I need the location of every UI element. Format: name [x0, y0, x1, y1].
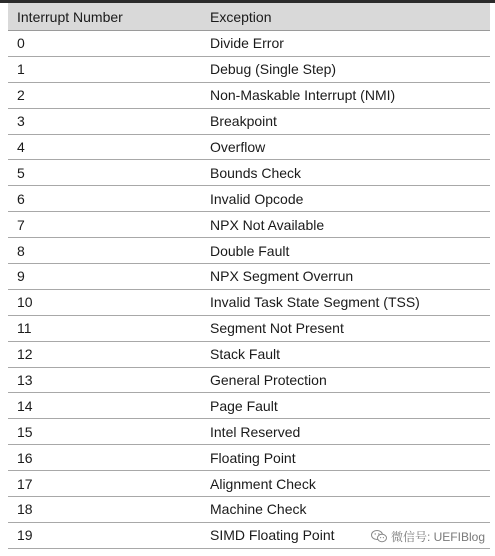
interrupt-number-cell: 5 [8, 160, 201, 186]
table-row [8, 367, 490, 393]
exception-cell: Invalid Task State Segment (TSS) [201, 289, 490, 315]
exception-cell: Floating Point [201, 445, 490, 471]
interrupt-number-cell: 12 [8, 341, 201, 367]
interrupt-number-cell: 15 [8, 419, 201, 445]
interrupt-number-cell: 11 [8, 315, 201, 341]
exception-cell: Divide Error [201, 31, 490, 57]
interrupt-number-cell: 3 [8, 108, 201, 134]
interrupt-number-cell: 13 [8, 367, 201, 393]
table-row [8, 315, 490, 341]
table-row [8, 134, 490, 160]
exception-cell: Stack Fault [201, 341, 490, 367]
table-row [8, 393, 490, 419]
exception-cell: Machine Check [201, 497, 490, 523]
column-header-exception: Exception [201, 3, 490, 31]
interrupt-number-cell: 8 [8, 238, 201, 264]
exception-cell: NPX Not Available [201, 212, 490, 238]
table-row [8, 108, 490, 134]
interrupt-number-cell: 10 [8, 289, 201, 315]
column-header-interrupt-number: Interrupt Number [8, 3, 201, 31]
interrupt-table [8, 3, 490, 549]
exception-cell: Page Fault [201, 393, 490, 419]
exception-cell: NPX Segment Overrun [201, 264, 490, 290]
table-row [8, 445, 490, 471]
exception-cell: Overflow [201, 134, 490, 160]
table-row [8, 471, 490, 497]
exception-cell: Bounds Check [201, 160, 490, 186]
table-row [8, 56, 490, 82]
interrupt-number-cell: 7 [8, 212, 201, 238]
exception-cell: Debug (Single Step) [201, 56, 490, 82]
table-body [8, 31, 490, 549]
table-row [8, 264, 490, 290]
table-row [8, 82, 490, 108]
table-header-row [8, 3, 490, 31]
exception-cell: Intel Reserved [201, 419, 490, 445]
interrupt-number-cell: 4 [8, 134, 201, 160]
table-row [8, 419, 490, 445]
table-row [8, 212, 490, 238]
table-row [8, 238, 490, 264]
exception-cell: SIMD Floating Point [201, 522, 490, 548]
interrupt-number-cell: 14 [8, 393, 201, 419]
table-row [8, 160, 490, 186]
interrupt-number-cell: 6 [8, 186, 201, 212]
exception-cell: Invalid Opcode [201, 186, 490, 212]
table-row [8, 289, 490, 315]
interrupt-number-cell: 17 [8, 471, 201, 497]
table-row [8, 186, 490, 212]
exception-cell: Alignment Check [201, 471, 490, 497]
interrupt-number-cell: 18 [8, 497, 201, 523]
exception-cell: Double Fault [201, 238, 490, 264]
wechat-icon [371, 530, 387, 543]
exception-cell: Segment Not Present [201, 315, 490, 341]
interrupt-number-cell: 9 [8, 264, 201, 290]
watermark-text: 微信号: UEFIBlog [390, 530, 485, 544]
interrupt-number-cell: 0 [8, 31, 201, 57]
table-row [8, 31, 490, 57]
watermark [369, 528, 487, 545]
table-row [8, 341, 490, 367]
interrupt-number-cell: 2 [8, 82, 201, 108]
table-row [8, 497, 490, 523]
interrupt-number-cell: 19 [8, 522, 201, 548]
interrupt-number-cell: 16 [8, 445, 201, 471]
exception-cell: Breakpoint [201, 108, 490, 134]
interrupt-number-cell: 1 [8, 56, 201, 82]
exception-cell: General Protection [201, 367, 490, 393]
exception-cell: Non-Maskable Interrupt (NMI) [201, 82, 490, 108]
